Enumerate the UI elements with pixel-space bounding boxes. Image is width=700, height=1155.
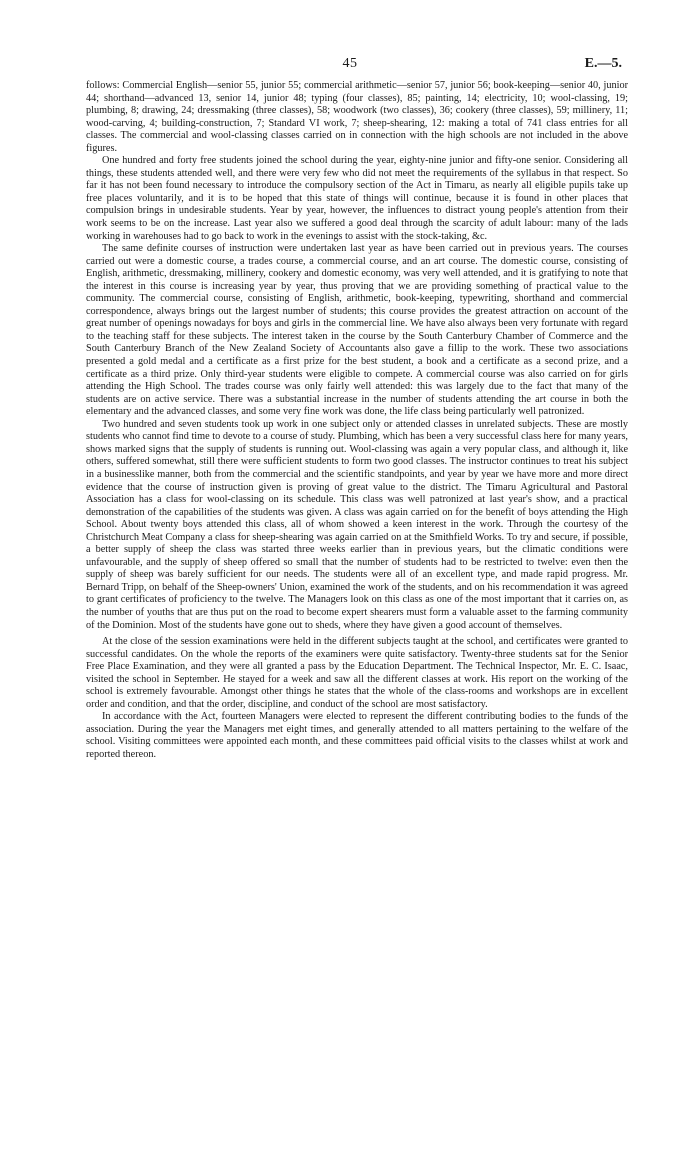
paragraph-free-students: One hundred and forty free students joined the school during the year, eighty-nine junior and fifty-one senior. Considering all things, these students attended well, and there were very few who did not meet the requirements of the syllabus in that respect. So far it has not been found necessary to introduce the compulsory section of the Act in Timaru, as nearly all eligible pupils take up free places voluntarily, and it is to be hoped that this state of things will continue, because it is found in other places that compulsion brings in undesirable students. Year by year, however, the influences to distract young people's attention from their work seems to be on the increase. Last year also we suffered a good deal through the scarcity of adult labour: many of the lads working in warehouses had to go back to work in the evenings to assist with the stock-taking, &c. bbox=[86, 155, 628, 242]
document-reference: E.—5. bbox=[584, 56, 622, 71]
page-header bbox=[0, 56, 700, 76]
paragraph-examinations: At the close of the session examinations were held in the different subjects taught at the school, and certificates were granted to successful candidates. On the whole the reports of the examiners were quite satisfactory. Twenty-three students sat for the Senior Free Place Examination, and they were all granted a pass by the Education Department. The Technical Inspector, Mr. E. C. Isaac, visited the school in September. He stayed for a week and saw all the different classes at work. His report on the working of the school is extremely favourable. Amongst other things he states that the whole of the class-rooms and workshops are in excellent order and condition, and that the order, discipline, and conduct of the school are most satisfactory. bbox=[86, 636, 628, 710]
paragraph-managers: In accordance with the Act, fourteen Managers were elected to represent the different contributing bodies to the funds of the association. During the year the Managers met eight times, and generally attended to all matters pertaining to the welfare of the school. Visiting committees were appointed each month, and these committees paid official visits to the classes whilst at work and reported thereon. bbox=[86, 711, 628, 760]
paragraph-unrelated-subjects: Two hundred and seven students took up work in one subject only or attended classes in unrelated subjects. These are mostly students who cannot find time to devote to a course of study. Plumbing, which has been a very successful class here for many years, shows marked signs that the supply of students is running out. Wool-classing was again a very popular class, and although it, like others, suffered somewhat, still there were sufficient students to form two good classes. The instructor continues to treat his subject in a businesslike manner, both from the commercial and the scientific standpoints, and year by year we have more and more direct evidence that the course of instruction given is proving of great value to the district. The Timaru Agricultural and Pastoral Association has a class for wool-classing on its schedule. This class was well patronized at last year's show, and a practical demonstration of the capabilities of the students was given. A class was again carried on for the benefit of boys attending the High School. About twenty boys attended this class, all of whom showed a keen interest in the work. Through the courtesy of the Christchurch Meat Company a class for sheep-shearing was again carried on at the Smithfield Works. To try and secure, if possible, a better supply of sheep the class was started three weeks earlier than in previous years, but the climatic conditions were unfavourable, and the supply of sheep offered so small that the number of students had to be restricted to twelve: even then the supply of sheep was barely sufficient for our needs. The students were all of an excellent type, and made rapid progress. Mr. Bernard Tripp, on behalf of the Sheep-owners' Union, examined the work of the students, and on his recommendation it was agreed to grant certificates of proficiency to the twelve. The Managers look on this class as one of the most important that it carries on, as the number of youths that are thus put on the road to become expert shearers must form a valuable asset to the farming community of the Dominion. Most of the students have gone out to sheds, where they have given a good account of themselves. bbox=[86, 418, 628, 631]
page-number: 45 bbox=[342, 56, 358, 71]
paragraph-class-entries: follows: Commercial English—senior 55, junior 55; commercial arithmetic—senior 57, junior 56; book-keeping—senior 40, junior 44; shorthand—advanced 13, senior 14, junior 48; typing (four classes), 85; painting, 14; electricity, 10; wool-classing, 19; plumbing, 8; drawing, 24; dressmaking (three classes), 58; woodwork (two classes), 36; cookery (three classes), 59; millinery, 11; wood-carving, 4; building-construction, 7; Standard VI work, 7; sheep-shearing, 12: making a total of 741 class entries for all classes. The commercial and wool-classing classes carried on in connection with the high schools are not included in the above figures. bbox=[86, 80, 628, 154]
body-text bbox=[86, 80, 628, 762]
paragraph-courses: The same definite courses of instruction were undertaken last year as have been carried out in previous years. The courses carried out were a domestic course, a trades course, a commercial course, and an art course. The domestic course, consisting of English, arithmetic, dressmaking, millinery, cookery and domestic economy, was very well attended, and it is gratifying to note that the interest in this course is increasing year by year, thus proving that we are providing something of practical value to the community. The commercial course, consisting of English, arithmetic, book-keeping, typewriting, shorthand and commercial correspondence, always brings out the largest number of students; this course provides the greatest attraction on account of the great number of openings nowadays for boys and girls in the commercial line. We have also always been very fortunate with regard to the teaching staff for these subjects. The interest taken in the course by the South Canterbury Chamber of Commerce and the South Canterbury Branch of the New Zealand Society of Accountants also gave a fillip to the work. These two associations presented a gold medal and a certificate as a first prize for the best student, a book and a certificate as a second prize, and a certificate as a third prize. Only third-year students were eligible to compete. A commercial course was also carried on for girls attending the High School. The trades course was only fairly well attended: this was largely due to the fact that many of the students are on active service. There was a substantial increase in the number of students attending the art course in both the elementary and the advanced classes, and some very fine work was done, the life class being particularly well patronized. bbox=[86, 243, 628, 418]
